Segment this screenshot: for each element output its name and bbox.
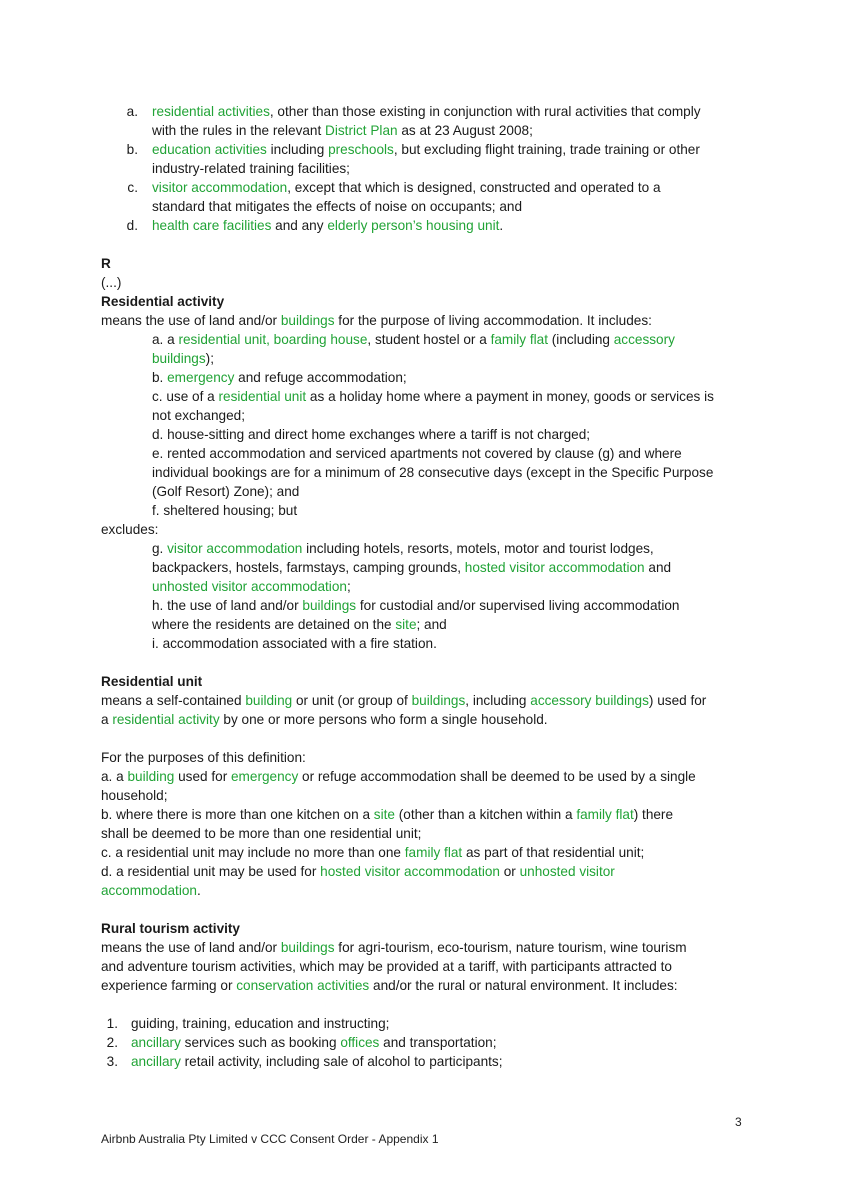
defined-term-link[interactable]: family flat — [576, 807, 634, 822]
text-span: where the residents are detained on the — [152, 617, 396, 632]
text-span: as part of that residential unit; — [462, 845, 645, 860]
defined-term-link[interactable]: emergency — [167, 370, 235, 385]
section-letter: R — [101, 256, 111, 271]
text-span: means the use of land and/or — [101, 313, 281, 328]
text-span: individual bookings are for a minimum of 28 consecutive days (except in the Specific Purpose — [152, 465, 714, 480]
text-span: or refuge accommodation shall be deemed to be used by a single — [298, 769, 696, 784]
defined-term-link[interactable]: buildings — [280, 940, 335, 955]
text-span: and refuge accommodation; — [234, 370, 407, 385]
text-span: not exchanged; — [152, 408, 245, 423]
includes-line — [152, 330, 675, 349]
text-span: and any — [271, 218, 328, 233]
text-span: i. accommodation associated with a fire station. — [152, 636, 437, 651]
text-span: and/or the rural or natural environment. It includes: — [369, 978, 678, 993]
includes-line — [152, 463, 713, 482]
text-span: or — [499, 864, 520, 879]
text-span: (other than a kitchen within a — [394, 807, 577, 822]
defined-term-link[interactable]: offices — [340, 1035, 380, 1050]
text-span: used for — [174, 769, 231, 784]
defined-term-link[interactable]: unhosted visitor — [519, 864, 615, 879]
defined-term-link[interactable]: buildings — [280, 313, 335, 328]
definition-text — [101, 938, 687, 957]
list-item-line — [152, 121, 533, 140]
text-span: household; — [101, 788, 168, 803]
defined-term-link[interactable]: family flat — [404, 845, 463, 860]
text-span: (including — [548, 332, 614, 347]
defined-term-link[interactable]: building — [127, 769, 175, 784]
text-span: with the rules in the relevant — [152, 123, 326, 138]
text-span: ) used for — [648, 693, 707, 708]
defined-term-link[interactable]: preschools — [328, 142, 394, 157]
defined-term-link[interactable]: elderly person’s housing unit — [327, 218, 500, 233]
list-item-line — [152, 197, 522, 216]
text-span: for the purpose of living accommodation. It includes: — [334, 313, 652, 328]
list-marker: 2. — [106, 1035, 118, 1050]
defined-term-link[interactable]: buildings — [302, 598, 357, 613]
definition-text — [101, 710, 548, 729]
defined-term-link[interactable]: unhosted visitor accommodation — [152, 579, 347, 594]
text-span: services such as booking — [180, 1035, 341, 1050]
text-span: experience farming or — [101, 978, 237, 993]
text-span: standard that mitigates the effects of noise on occupants; and — [152, 199, 523, 214]
text-span: ); — [205, 351, 214, 366]
text-span: b. where there is more than one kitchen on a — [101, 807, 374, 822]
list-item-line — [131, 1052, 503, 1071]
excludes-label: excludes: — [101, 522, 159, 537]
text-span: g. — [152, 541, 168, 556]
page-number: 3 — [735, 1115, 742, 1129]
defined-term-link[interactable]: ancillary — [131, 1035, 181, 1050]
text-span: including — [266, 142, 329, 157]
excludes-line — [152, 634, 437, 653]
text-span: ; and — [416, 617, 447, 632]
text-span: retail activity, including sale of alcohol to participants; — [180, 1054, 503, 1069]
text-span: c. a residential unit may include no more than one — [101, 845, 405, 860]
defined-term-link[interactable]: health care facilities — [152, 218, 272, 233]
list-item-line — [152, 178, 661, 197]
ellipsis: (...) — [101, 275, 122, 290]
text-span: , except that which is designed, constructed and operated to a — [287, 180, 661, 195]
list-item-line — [152, 102, 701, 121]
footer-text: Airbnb Australia Pty Limited v CCC Consent Order - Appendix 1 — [101, 1132, 439, 1146]
definition-text — [101, 862, 615, 881]
text-span: for custodial and/or supervised living accommodation — [356, 598, 680, 613]
definition-text — [101, 786, 168, 805]
includes-line — [152, 387, 714, 406]
definition-heading: Rural tourism activity — [101, 921, 240, 936]
text-span: . — [196, 883, 201, 898]
definition-text — [101, 691, 706, 710]
text-span: backpackers, hostels, farmstays, camping grounds, — [152, 560, 465, 575]
text-span: . — [499, 218, 504, 233]
list-marker: 3. — [106, 1054, 118, 1069]
text-span: c. use of a — [152, 389, 219, 404]
text-span: b. — [152, 370, 168, 385]
text-span: ) there — [633, 807, 674, 822]
text-span: shall be deemed to be more than one residential unit; — [101, 826, 422, 841]
text-span: means the use of land and/or — [101, 940, 281, 955]
text-span: as a holiday home where a payment in money, goods or services is — [306, 389, 714, 404]
includes-line — [152, 444, 682, 463]
includes-line — [152, 425, 590, 444]
definition-text — [101, 311, 652, 330]
defined-term-link[interactable]: education activities — [152, 142, 267, 157]
text-span: , student hostel or a — [367, 332, 491, 347]
defined-term-link[interactable]: emergency — [231, 769, 299, 784]
defined-term-link[interactable]: District Plan — [325, 123, 398, 138]
text-span: a. a — [152, 332, 179, 347]
excludes-line — [152, 558, 671, 577]
text-span: e. rented accommodation and serviced apartments not covered by clause (g) and where — [152, 446, 682, 461]
text-span: including hotels, resorts, motels, motor and tourist lodges, — [302, 541, 654, 556]
excludes-line — [152, 596, 679, 615]
text-span: as at 23 August 2008; — [397, 123, 533, 138]
list-marker: a. — [126, 104, 138, 119]
list-marker: d. — [126, 218, 138, 233]
defined-term-link[interactable]: site — [373, 807, 395, 822]
includes-line — [152, 406, 245, 425]
list-marker: b. — [126, 142, 138, 157]
text-span: h. the use of land and/or — [152, 598, 303, 613]
defined-term-link[interactable]: accessory — [613, 332, 675, 347]
excludes-line — [152, 539, 654, 558]
definition-text — [101, 976, 678, 995]
list-item-line — [131, 1033, 497, 1052]
definition-heading: Residential unit — [101, 674, 203, 689]
defined-term-link[interactable]: buildings — [411, 693, 466, 708]
defined-term-link[interactable]: conservation activities — [236, 978, 370, 993]
excludes-line — [152, 615, 447, 634]
defined-term-link[interactable]: residential unit, boarding house — [178, 332, 368, 347]
definition-text — [101, 805, 673, 824]
definition-text — [101, 843, 644, 862]
text-span: d. house-sitting and direct home exchanges where a tariff is not charged; — [152, 427, 591, 442]
includes-line — [152, 368, 407, 387]
text-span: for agri-tourism, eco-tourism, nature tourism, wine tourism — [334, 940, 687, 955]
defined-term-link[interactable]: hosted visitor accommodation — [320, 864, 500, 879]
text-span: and — [644, 560, 672, 575]
text-span: guiding, training, education and instructing; — [131, 1016, 390, 1031]
definition-text — [101, 957, 672, 976]
text-span: and transportation; — [379, 1035, 497, 1050]
definition-text — [101, 881, 201, 900]
includes-line — [152, 501, 297, 520]
defined-term-link[interactable]: family flat — [490, 332, 548, 347]
defined-term-link[interactable]: residential activity — [112, 712, 220, 727]
includes-line — [152, 482, 299, 501]
text-span: a. a — [101, 769, 128, 784]
text-span: ; — [346, 579, 351, 594]
text-span: a — [101, 712, 113, 727]
text-span: and adventure tourism activities, which may be provided at a tariff, with participants attracted to — [101, 959, 672, 974]
list-item-line — [131, 1014, 389, 1033]
excludes-line — [152, 577, 351, 596]
list-item-line — [152, 159, 350, 178]
defined-term-link[interactable]: accessory buildings — [530, 693, 649, 708]
definition-text — [101, 748, 306, 767]
text-span: (Golf Resort) Zone); and — [152, 484, 300, 499]
text-span: means a self-contained — [101, 693, 246, 708]
defined-term-link[interactable]: visitor accommodation — [152, 180, 288, 195]
text-span: industry-related training facilities; — [152, 161, 350, 176]
defined-term-link[interactable]: site — [395, 617, 417, 632]
defined-term-link[interactable]: residential unit — [218, 389, 307, 404]
text-span: d. a residential unit may be used for — [101, 864, 321, 879]
text-span: or unit (or group of — [292, 693, 412, 708]
definition-text — [101, 767, 696, 786]
text-span: For the purposes of this definition: — [101, 750, 306, 765]
defined-term-link[interactable]: ancillary — [131, 1054, 181, 1069]
defined-term-link[interactable]: building — [245, 693, 293, 708]
text-span: , including — [465, 693, 531, 708]
defined-term-link[interactable]: residential activities — [152, 104, 270, 119]
definition-text — [101, 824, 421, 843]
list-marker: c. — [127, 180, 138, 195]
defined-term-link[interactable]: visitor accommodation — [167, 541, 303, 556]
list-item-line — [152, 216, 503, 235]
text-span: by one or more persons who form a single household. — [219, 712, 548, 727]
includes-line — [152, 349, 214, 368]
defined-term-link[interactable]: hosted visitor accommodation — [464, 560, 645, 575]
definition-heading: Residential activity — [101, 294, 225, 309]
defined-term-link[interactable]: accommodation — [101, 883, 197, 898]
text-span: , but excluding flight training, trade training or other — [393, 142, 700, 157]
text-span: , other than those existing in conjunction with rural activities that comply — [269, 104, 701, 119]
list-marker: 1. — [106, 1016, 118, 1031]
text-span: f. sheltered housing; but — [152, 503, 298, 518]
list-item-line — [152, 140, 700, 159]
defined-term-link[interactable]: buildings — [152, 351, 206, 366]
